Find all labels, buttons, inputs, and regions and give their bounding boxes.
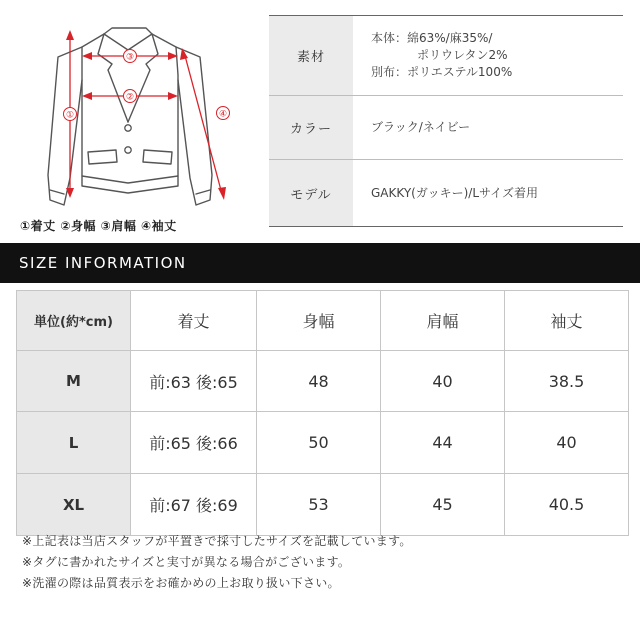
cell-width: 48 — [257, 351, 381, 412]
size-name: XL — [17, 474, 131, 536]
spec-value-model: GAKKY(ガッキー)/Lサイズ着用 — [371, 185, 539, 200]
marker-sleeve: ④ — [218, 109, 228, 120]
header-unit: 単位(約*cm) — [17, 291, 131, 351]
cell-width: 50 — [257, 412, 381, 474]
table-row — [17, 474, 629, 536]
table-row — [17, 412, 629, 474]
header-length: 着丈 — [131, 291, 257, 351]
header-width: 身幅 — [257, 291, 381, 351]
spec-value-color: ブラック/ネイビー — [371, 120, 471, 134]
size-table-header-row — [17, 291, 629, 351]
spec-table — [269, 15, 623, 227]
material-line: ポリウレタン2% — [417, 48, 508, 62]
size-information-header: SIZE INFORMATION — [0, 243, 640, 283]
cell-sleeve: 38.5 — [505, 351, 629, 412]
spec-row-color — [269, 96, 623, 160]
cell-shoulder: 40 — [381, 351, 505, 412]
spec-row-model — [269, 160, 623, 226]
measurement-legend: ①着丈 ②身幅 ③肩幅 ④袖丈 — [20, 219, 177, 233]
note-line: ※タグに書かれたサイズと実寸が異なる場合がございます。 — [22, 555, 351, 569]
spec-label-model: モデル — [269, 160, 353, 226]
spec-value-material — [353, 16, 623, 95]
table-row — [17, 351, 629, 412]
cell-length: 前:65 後:66 — [131, 412, 257, 474]
cell-shoulder: 45 — [381, 474, 505, 536]
note-line: ※洗濯の際は品質表示をお確かめの上お取り扱い下さい。 — [22, 576, 340, 590]
marker-shoulder: ③ — [125, 52, 135, 63]
cell-sleeve: 40 — [505, 412, 629, 474]
spec-label-material: 素材 — [269, 16, 353, 95]
cell-width: 53 — [257, 474, 381, 536]
material-line: 本体：綿63%/麻35%/ — [371, 31, 493, 45]
cell-shoulder: 44 — [381, 412, 505, 474]
spec-row-material — [269, 16, 623, 96]
marker-length: ① — [65, 110, 75, 121]
spec-label-color: カラー — [269, 96, 353, 159]
cell-sleeve: 40.5 — [505, 474, 629, 536]
marker-width: ② — [125, 92, 135, 103]
jacket-illustration — [0, 0, 262, 242]
cell-length: 前:67 後:69 — [131, 474, 257, 536]
jacket-diagram — [0, 0, 262, 242]
note-line: ※上記表は当店スタッフが平置きで採寸したサイズを記載しています。 — [22, 534, 412, 548]
size-name: L — [17, 412, 131, 474]
header-shoulder: 肩幅 — [381, 291, 505, 351]
size-name: M — [17, 351, 131, 412]
material-line: 別布：ポリエステル100% — [371, 65, 513, 79]
notes — [22, 531, 412, 594]
cell-length: 前:63 後:65 — [131, 351, 257, 412]
header-sleeve: 袖丈 — [505, 291, 629, 351]
size-table — [16, 290, 629, 536]
